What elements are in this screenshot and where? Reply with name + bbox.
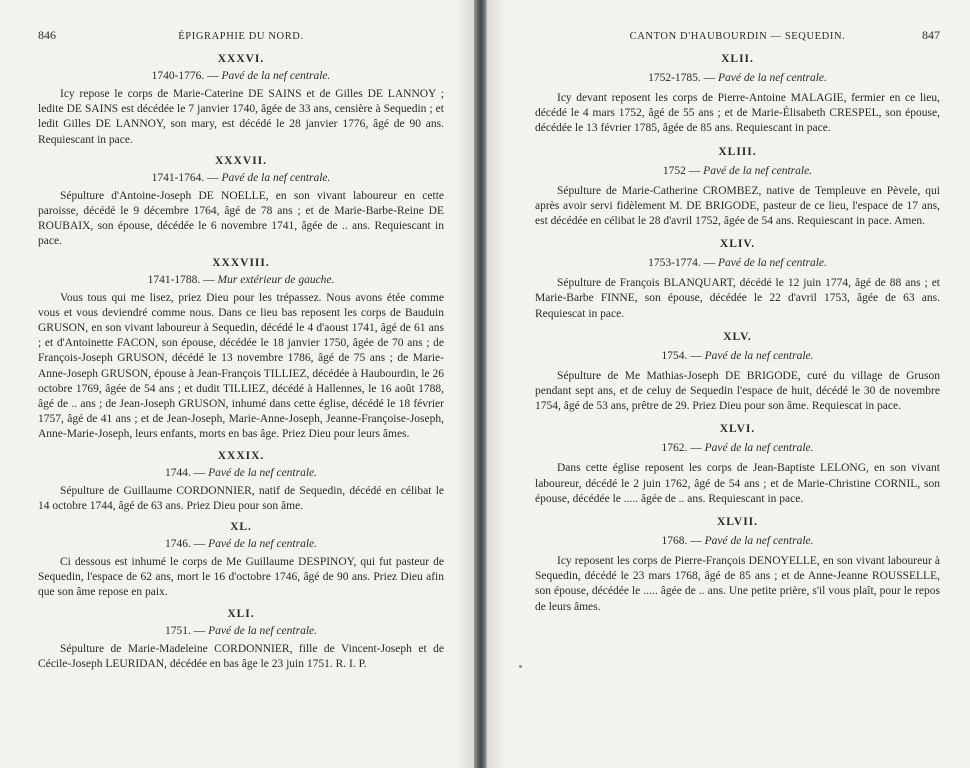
right-page xyxy=(487,0,970,768)
entry-date: 1744. xyxy=(164,466,191,479)
entry-place: Pavé de la nef centrale. xyxy=(208,538,317,551)
entry-text: Sépulture de Guillaume CORDONNIER, natif de Sequedin, décédé en célibat le 14 octobre 1744, âgé de 63 ans. Priez Dieu pour son âme. xyxy=(38,484,444,512)
left-running-title: ÉPIGRAPHIE DU NORD. xyxy=(178,31,304,42)
entry-numeral: XLVI. xyxy=(719,423,756,436)
entry-text: Ci dessous est inhumé le corps de Me Guillaume DESPINOY, qui fut pasteur de Sequedin, l'espace de 62 ans, mort le 16 d'octobre 1746, âgé de 90 ans. Priez Dieu afin que son âme repose en paix. xyxy=(38,556,444,599)
entry-place: Pavé de la nef centrale. xyxy=(208,466,317,479)
left-folio: 846 xyxy=(38,28,56,42)
entry-numeral: XLIII. xyxy=(718,145,757,158)
entry-numeral: XLI. xyxy=(227,607,255,620)
entry-text: Sépulture de Marie-Catherine CROMBEZ, native de Templeuve en Pèvele, qui après avoir servi fidèlement M. DE BRIGODE, pasteur de ce lieu, l'espace de 17 ans, est décédée en célibat le 28 d'avril 1752, âgée de 54 ans. Requiescant in pace. Amen. xyxy=(535,184,940,228)
entry-date: 1752-1785. xyxy=(648,72,701,84)
entry-place: Pavé de la nef centrale. xyxy=(221,171,331,184)
entry-place: Pavé de la nef centrale. xyxy=(221,70,331,82)
entry-subhead: 1751. — Pavé de la nef centrale. xyxy=(164,624,317,637)
entry-text: Sépulture de Marie-Madeleine CORDONNIER, fille de Vincent-Joseph et de Cécile-Joseph LEURIDAN, décédée en bas âge le 23 juin 1751. R. I. P. xyxy=(38,642,444,670)
entry-date: 1753-1774. xyxy=(648,257,701,270)
inscription-entry xyxy=(535,516,940,615)
entry-place: Pavé de la nef centrale. xyxy=(704,535,814,548)
book-gutter xyxy=(474,0,487,768)
inscription-entry xyxy=(38,53,444,148)
inscription-entry xyxy=(535,331,940,415)
entry-text: Sépulture de Me Mathias-Joseph DE BRIGODE, curé du village de Gruson pendant sept ans, et de celuy de Sequedin l'espace de huit, décédé le 30 de novembre 1754, âgé de 53 ans, prêtre de 29. Priez Dieu pour son âme. Requiescat in pace. xyxy=(535,369,940,413)
inscription-entry xyxy=(535,238,940,322)
entry-place: Pavé de la nef centrale. xyxy=(718,72,827,84)
inscription-entry xyxy=(38,257,444,443)
entry-subhead: 1746. — Pavé de la nef centrale. xyxy=(164,538,317,551)
entry-date: 1751. xyxy=(164,624,191,637)
right-running-title: CANTON D'HAUBOURDIN — SEQUEDIN. xyxy=(629,31,846,42)
inscription-entry xyxy=(535,53,940,137)
entry-date: 1740-1776. xyxy=(151,70,205,82)
entry-numeral: XXXVII. xyxy=(214,154,268,167)
entry-subhead: 1752 — Pavé de la nef centrale. xyxy=(662,164,813,177)
entry-date: 1752 xyxy=(662,164,686,177)
entry-subhead: 1741-1788. — Mur extérieur de gauche. xyxy=(147,273,335,286)
entry-date: 1754. xyxy=(661,349,688,362)
entry-subhead: 1752-1785. — Pavé de la nef centrale. xyxy=(648,72,827,84)
right-folio: 847 xyxy=(922,28,940,42)
inscription-entry xyxy=(535,146,940,230)
right-running-head xyxy=(535,28,940,43)
entry-date: 1762. xyxy=(661,442,688,455)
inscription-entry xyxy=(38,608,444,672)
entry-date: 1746. xyxy=(164,538,191,551)
entry-text: Vous tous qui me lisez, priez Dieu pour les trépassez. Nous avons étée comme vous et vous deviendré comme nous. Dans ce lieu bas reposent les corps de Bauduin GRUSON, en son vivant laboureur à Sequedin, décédé le 4 d'aoust 1741, âgé de 61 ans ; et d'Antoinette FACON, son épouse, décédée le 18 janvier 1750, âgée de 70 ans ; de François-Joseph GRUSON, décédé le 13 novembre 1786, âgé de 75 ans ; de Marie-Anne-Joseph GRUSON, épouse à Jean-François TILLIEZ, décédée à Haubourdin, le 26 octobre 1769, âgée de 54 ans ; et dudit TILLIEZ, décédé à Hallennes, le 16 août 1788, âgé de .. ans ; de Jean-Joseph GRUSON, inhumé dans cette église, décédé le 18 février 1757, âgé de 41 ans ; et de Jean-Joseph, Marie-Anne-Joseph, Jeanne-Françoise-Joseph, Anne-Marie-Joseph, leurs enfants, morts en bas âge. Priez Dieu pour leurs âmes. xyxy=(38,291,444,441)
entry-numeral: XLV. xyxy=(723,330,752,343)
entry-numeral: XLII. xyxy=(721,53,754,65)
entry-numeral: XXXVI. xyxy=(217,53,265,65)
entry-date: 1741-1788. xyxy=(147,273,201,286)
entry-text: Dans cette église reposent les corps de Jean-Baptiste LELONG, en son vivant laboureur, décédé le 2 juin 1762, âgé de 54 ans ; et de Marie-Christine CORNIL, son épouse, décédée le ..... âgée de .. ans. Requiescant in pace. xyxy=(535,462,940,505)
left-running-head xyxy=(38,28,444,43)
entry-place: Pavé de la nef centrale. xyxy=(718,257,827,270)
entry-numeral: XXXVIII. xyxy=(212,256,270,269)
entry-numeral: XLIV. xyxy=(719,238,756,251)
entry-place: Pavé de la nef centrale. xyxy=(208,624,317,637)
entry-subhead: 1741-1764. — Pavé de la nef centrale. xyxy=(151,171,331,184)
entry-subhead: 1744. — Pavé de la nef centrale. xyxy=(164,466,317,479)
entry-subhead: 1754. — Pavé de la nef centrale. xyxy=(661,349,814,362)
entry-place: Pavé de la nef centrale. xyxy=(703,164,813,177)
entry-place: Mur extérieur de gauche. xyxy=(217,273,335,286)
entry-date: 1768. xyxy=(661,535,688,548)
entry-text: Icy devant reposent les corps de Pierre-Antoine MALAGIE, fermier en ce lieu, décédé le 4 mars 1752, âgé de 55 ans ; et de Marie-Élisabeth CRESPEL, son épouse, décédée le 13 février 1785, âgée de 85 ans. Requiescant in pace. xyxy=(535,92,940,135)
left-page xyxy=(0,0,474,768)
entry-place: Pavé de la nef centrale. xyxy=(704,349,814,362)
entry-text: Icy repose le corps de Marie-Caterine DE SAINS et de Gilles DE LANNOY ; ledite DE SAINS est décédée le 7 janvier 1740, âgée de 33 ans, censière à Sequedin ; et ledit Gilles DE LANNOY, son mary, est décédé le 28 janvier 1776, âgé de 90 ans. Requiescant in pace. xyxy=(38,88,444,146)
entry-text: Sépulture d'Antoine-Joseph DE NOELLE, en son vivant laboureur en cette paroisse, décédé le 9 décembre 1764, âgé de 78 ans ; et de Marie-Barbe-Reine DE ROUBAIX, son épouse, décédée le 6 novembre 1741, âgée de .. ans. Requiescant in pace. xyxy=(38,189,444,248)
inscription-entry xyxy=(38,155,444,250)
paper-speck xyxy=(519,665,522,668)
entry-place: Pavé de la nef centrale. xyxy=(704,442,814,455)
entry-text: Icy reposent les corps de Pierre-François DENOYELLE, en son vivant laboureur à Sequedin, décédé le 23 mars 1768, âgé de 85 ans ; et de Anne-Jeanne ROUSSELLE, son épouse, décédée le ..... âgée de .. ans. Une petite prière, s'il vous plaît, pour le repos de leurs âmes. xyxy=(535,555,940,613)
inscription-entry xyxy=(535,423,940,507)
entry-numeral: XLVII. xyxy=(716,516,759,529)
entry-subhead: 1768. — Pavé de la nef centrale. xyxy=(661,535,814,548)
inscription-entry xyxy=(38,521,444,601)
entry-numeral: XXXIX. xyxy=(217,449,265,462)
entry-numeral: XL. xyxy=(230,521,252,534)
inscription-entry xyxy=(38,450,444,514)
entry-date: 1741-1764. xyxy=(151,171,205,184)
entry-subhead: 1753-1774. — Pavé de la nef centrale. xyxy=(648,257,827,270)
entry-text: Sépulture de François BLANQUART, décédé le 12 juin 1774, âgé de 88 ans ; et Marie-Barbe FINNE, son épouse, décédée le 22 d'avril 1753, âgée de 63 ans. Requiescat in pace. xyxy=(535,277,940,320)
entry-subhead: 1740-1776. — Pavé de la nef centrale. xyxy=(151,70,331,82)
entry-subhead: 1762. — Pavé de la nef centrale. xyxy=(661,442,814,455)
